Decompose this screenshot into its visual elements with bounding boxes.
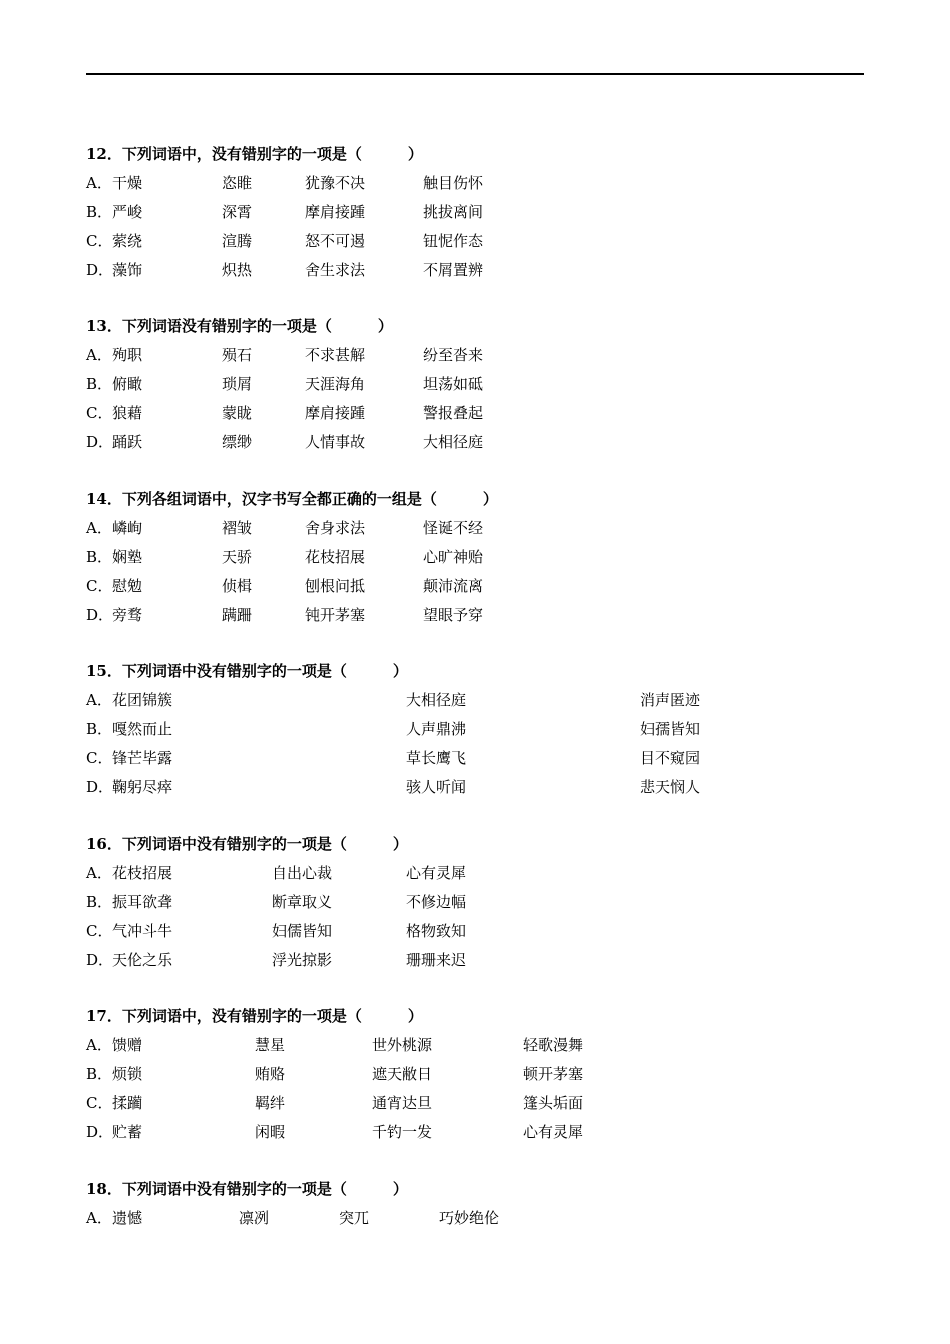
option-word: 刨根问抵: [305, 577, 366, 595]
close-paren: ）: [392, 1180, 408, 1198]
option-word: 嶙峋: [112, 519, 143, 537]
option-word: 侦楫: [222, 577, 253, 595]
option-letter: A．: [86, 864, 112, 882]
option-word: 振耳欲聋: [112, 893, 173, 911]
option-word: 鞠躬尽瘁: [112, 778, 173, 796]
option-letter: D．: [86, 1123, 114, 1141]
option-letter: A．: [86, 519, 112, 537]
option-word: 干燥: [112, 174, 143, 192]
option-letter: D．: [86, 261, 114, 279]
close-paren: ）: [392, 835, 408, 853]
option-word: 骇人听闻: [406, 778, 467, 796]
option-word: 摩肩接踵: [305, 404, 366, 422]
option-word: 揉躏: [112, 1094, 143, 1112]
close-paren: ）: [482, 490, 498, 508]
option-word: 钮怩作态: [423, 232, 484, 250]
option-word: 珊珊来迟: [406, 951, 467, 969]
option-word: 巧妙绝伦: [439, 1209, 500, 1227]
option-letter: D．: [86, 606, 114, 624]
option-letter: C．: [86, 577, 113, 595]
option-word: 悲天悯人: [640, 778, 701, 796]
option-word: 殒石: [222, 346, 253, 364]
option-word: 凛冽: [239, 1209, 270, 1227]
option-word: 篷头垢面: [523, 1094, 584, 1112]
option-word: 天伦之乐: [112, 951, 173, 969]
option-word: 断章取义: [272, 893, 333, 911]
question-text: 17．下列词语中，没有错别字的一项是（: [86, 1007, 362, 1025]
option-word: 天骄: [222, 548, 253, 566]
option-word: 贮蓄: [112, 1123, 143, 1141]
option-row-b: [86, 1060, 886, 1089]
question-15: [86, 657, 886, 802]
option-word: 人情事故: [305, 433, 366, 451]
option-row-a: [86, 686, 886, 715]
option-word: 渲腾: [222, 232, 253, 250]
option-row-a: [86, 859, 886, 888]
option-word: 气冲斗牛: [112, 922, 173, 940]
option-word: 不求甚解: [305, 346, 366, 364]
option-word: 轻歌漫舞: [523, 1036, 584, 1054]
option-word: 娴塾: [112, 548, 143, 566]
option-word: 馈赠: [112, 1036, 143, 1054]
option-word: 钝开茅塞: [305, 606, 366, 624]
option-word: 花枝招展: [112, 864, 173, 882]
question-13: [86, 312, 886, 457]
option-word: 千钓一发: [372, 1123, 433, 1141]
question-text: 16．下列词语中没有错别字的一项是（: [86, 835, 347, 853]
option-word: 旁骛: [112, 606, 143, 624]
option-letter: C．: [86, 1094, 113, 1112]
question-title: [86, 1175, 886, 1204]
option-letter: A．: [86, 1036, 112, 1054]
option-word: 缥缈: [222, 433, 253, 451]
option-word: 闲暇: [255, 1123, 286, 1141]
option-word: 不屑置辨: [423, 261, 484, 279]
option-word: 不修边幅: [406, 893, 467, 911]
option-row-b: [86, 543, 886, 572]
option-row-a: [86, 1031, 886, 1060]
option-word: 烦锁: [112, 1065, 143, 1083]
option-word: 深霄: [222, 203, 253, 221]
option-word: 摩肩接踵: [305, 203, 366, 221]
option-row-b: [86, 370, 886, 399]
option-word: 怒不可遏: [305, 232, 366, 250]
option-word: 大相径庭: [423, 433, 484, 451]
option-word: 花枝招展: [305, 548, 366, 566]
option-word: 大相径庭: [406, 691, 467, 709]
option-row-c: [86, 227, 886, 256]
option-word: 舍身求法: [305, 519, 366, 537]
option-letter: C．: [86, 922, 113, 940]
option-word: 触目伤怀: [423, 174, 484, 192]
question-text: 12．下列词语中，没有错别字的一项是（: [86, 145, 362, 163]
close-paren: ）: [392, 662, 408, 680]
option-word: 花团锦簇: [112, 691, 173, 709]
question-12: [86, 140, 886, 285]
option-row-d: [86, 1118, 886, 1147]
question-16: [86, 830, 886, 975]
option-word: 心有灵犀: [523, 1123, 584, 1141]
question-text: 15．下列词语中没有错别字的一项是（: [86, 662, 347, 680]
option-word: 琐屑: [222, 375, 253, 393]
option-letter: A．: [86, 691, 112, 709]
question-title: [86, 485, 886, 514]
option-row-d: [86, 773, 886, 802]
option-word: 心有灵犀: [406, 864, 467, 882]
option-row-d: [86, 256, 886, 285]
option-word: 妇孺皆知: [640, 720, 701, 738]
option-row-a: [86, 341, 886, 370]
option-letter: B．: [86, 203, 113, 221]
question-title: [86, 312, 886, 341]
option-word: 贿赂: [255, 1065, 286, 1083]
option-row-c: [86, 744, 886, 773]
close-paren: ）: [407, 145, 423, 163]
option-letter: A．: [86, 1209, 112, 1227]
option-word: 炽热: [222, 261, 253, 279]
option-row-c: [86, 1089, 886, 1118]
option-word: 羁绊: [255, 1094, 286, 1112]
question-title: [86, 657, 886, 686]
option-word: 慧星: [255, 1036, 286, 1054]
option-word: 慰勉: [112, 577, 143, 595]
option-letter: A．: [86, 346, 112, 364]
option-word: 藻饰: [112, 261, 143, 279]
option-row-a: [86, 514, 886, 543]
option-row-d: [86, 601, 886, 630]
option-row-c: [86, 399, 886, 428]
question-18: [86, 1175, 886, 1233]
header-rule: [86, 73, 864, 75]
option-word: 俯瞰: [112, 375, 143, 393]
question-title: [86, 140, 886, 169]
option-word: 顿开茅塞: [523, 1065, 584, 1083]
option-letter: D．: [86, 951, 114, 969]
option-word: 踊跃: [112, 433, 143, 451]
option-word: 纷至沓来: [423, 346, 484, 364]
question-17: [86, 1002, 886, 1147]
option-row-a: [86, 1204, 886, 1233]
option-word: 殉职: [112, 346, 143, 364]
option-word: 怪诞不经: [423, 519, 484, 537]
option-word: 蒙眬: [222, 404, 253, 422]
option-letter: B．: [86, 1065, 113, 1083]
option-word: 自出心裁: [272, 864, 333, 882]
option-word: 通宵达旦: [372, 1094, 433, 1112]
option-word: 妇儒皆知: [272, 922, 333, 940]
option-letter: B．: [86, 548, 113, 566]
option-word: 坦荡如砥: [423, 375, 484, 393]
option-letter: B．: [86, 893, 113, 911]
option-row-a: [86, 169, 886, 198]
option-word: 颠沛流离: [423, 577, 484, 595]
option-word: 望眼予穿: [423, 606, 484, 624]
option-word: 浮光掠影: [272, 951, 333, 969]
close-paren: ）: [377, 317, 393, 335]
option-word: 遗憾: [112, 1209, 143, 1227]
question-text: 14．下列各组词语中，汉字书写全都正确的一组是（: [86, 490, 437, 508]
option-row-b: [86, 715, 886, 744]
option-word: 格物致知: [406, 922, 467, 940]
option-letter: C．: [86, 404, 113, 422]
option-letter: C．: [86, 749, 113, 767]
option-word: 锋芒毕露: [112, 749, 173, 767]
option-row-d: [86, 428, 886, 457]
option-letter: D．: [86, 433, 114, 451]
option-letter: A．: [86, 174, 112, 192]
option-word: 警报叠起: [423, 404, 484, 422]
option-row-b: [86, 198, 886, 227]
option-word: 消声匿迹: [640, 691, 701, 709]
option-word: 狼藉: [112, 404, 143, 422]
option-word: 草长鹰飞: [406, 749, 467, 767]
option-word: 世外桃源: [372, 1036, 433, 1054]
option-word: 萦绕: [112, 232, 143, 250]
option-word: 犹豫不决: [305, 174, 366, 192]
option-word: 心旷神贻: [423, 548, 484, 566]
question-text: 18．下列词语中没有错别字的一项是（: [86, 1180, 347, 1198]
question-14: [86, 485, 886, 630]
question-text: 13．下列词语没有错别字的一项是（: [86, 317, 332, 335]
close-paren: ）: [407, 1007, 423, 1025]
option-letter: B．: [86, 720, 113, 738]
option-row-d: [86, 946, 886, 975]
option-word: 褶皱: [222, 519, 253, 537]
option-word: 挑拔离间: [423, 203, 484, 221]
question-title: [86, 1002, 886, 1031]
option-letter: C．: [86, 232, 113, 250]
option-word: 遮天敝日: [372, 1065, 433, 1083]
option-letter: B．: [86, 375, 113, 393]
option-word: 恣睢: [222, 174, 253, 192]
option-row-c: [86, 917, 886, 946]
option-word: 蹒跚: [222, 606, 253, 624]
option-word: 天涯海角: [305, 375, 366, 393]
option-word: 突兀: [339, 1209, 370, 1227]
option-word: 严峻: [112, 203, 143, 221]
option-word: 目不窥园: [640, 749, 701, 767]
question-title: [86, 830, 886, 859]
option-word: 舍生求法: [305, 261, 366, 279]
option-word: 嘎然而止: [112, 720, 173, 738]
option-row-c: [86, 572, 886, 601]
option-row-b: [86, 888, 886, 917]
option-letter: D．: [86, 778, 114, 796]
option-word: 人声鼎沸: [406, 720, 467, 738]
